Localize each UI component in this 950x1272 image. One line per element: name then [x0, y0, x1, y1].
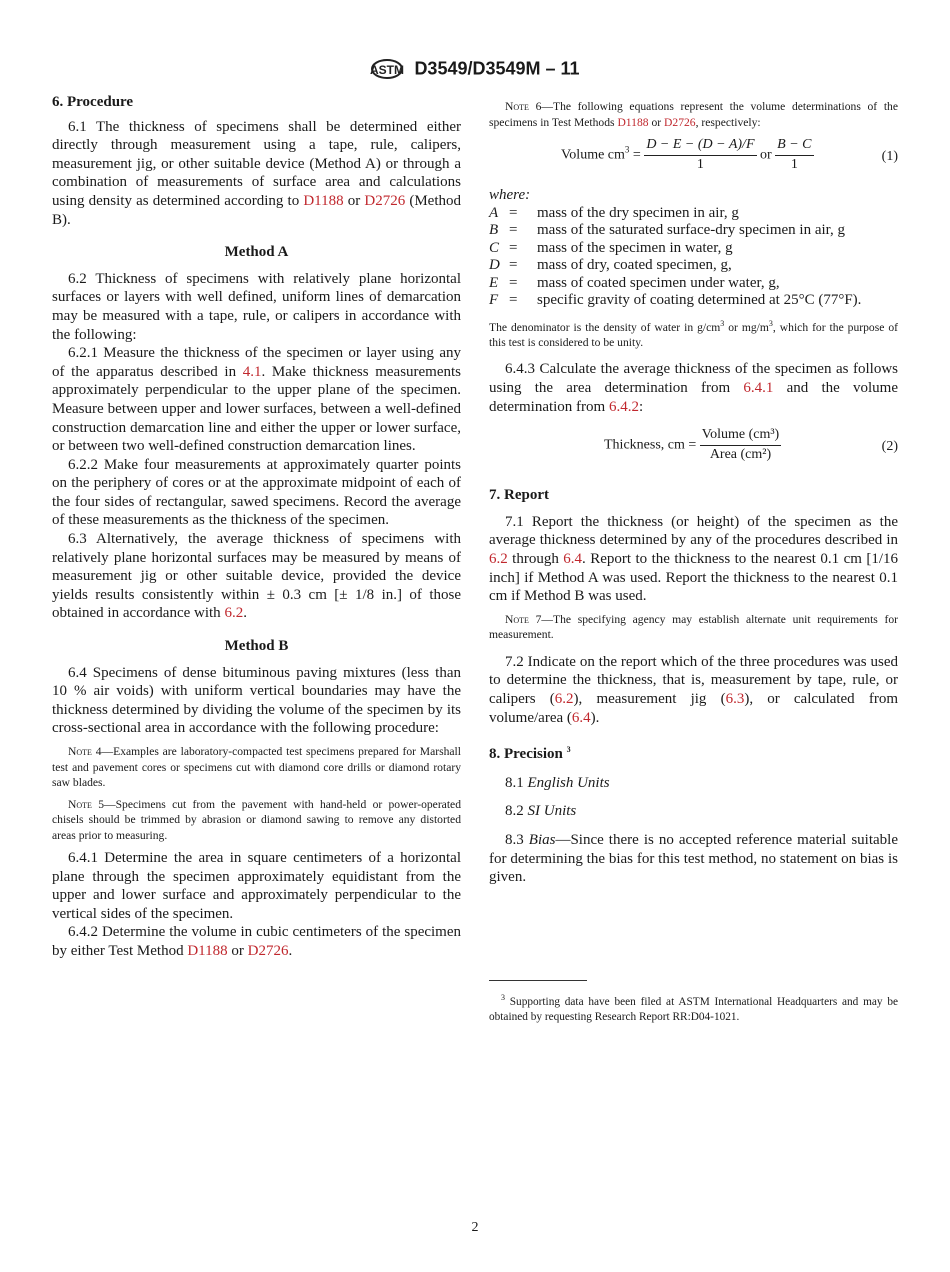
paragraph	[52, 344, 461, 456]
variable-symbol: A	[489, 204, 499, 221]
text-run: , respectively:	[695, 115, 761, 129]
text-run: 6.4.2 Determine the volume in cubic centimeters of the specimen by either Test Method	[52, 924, 461, 959]
text-run: 8. Precision	[489, 746, 567, 763]
section-heading	[489, 486, 898, 505]
equation-1	[489, 136, 898, 180]
note-label: Note	[68, 797, 92, 811]
text-run: 6.4 Specimens of dense bituminous paving mixtures (less than 10 % air voids) with uniform vertical boundaries may have the thickness determined by dividing the volume of the specimen by its cross-sectional area in accordance with the following procedure:	[52, 664, 461, 737]
text-run: 8.1	[505, 774, 528, 791]
text-run: ), or calculated from volume/area (	[489, 690, 898, 726]
paragraph	[489, 774, 898, 793]
superscript: 3	[566, 745, 571, 755]
right-bottom-text	[489, 486, 898, 887]
note	[489, 316, 898, 351]
text-run: 7.2 Indicate on the report which of the three procedures was used to determine the thickness, that is, measurement by tape, rule, or calipers (	[489, 653, 898, 707]
text-run: or	[648, 115, 665, 129]
cross-reference-link[interactable]: 6.3	[725, 690, 745, 707]
cross-reference-link[interactable]: 6.4.1	[743, 380, 774, 397]
variable-definition	[489, 275, 898, 293]
eq2-lhs: Thickness, cm =	[604, 437, 700, 453]
equals-sign: =	[509, 204, 518, 221]
text-run: ), measurement jig (	[573, 690, 726, 707]
paragraph	[52, 530, 461, 623]
eq1-fraction-1	[644, 136, 756, 174]
paragraph	[52, 664, 461, 738]
note	[489, 612, 898, 643]
text-run: .	[288, 942, 293, 959]
cross-reference-link[interactable]: 6.2	[554, 690, 574, 707]
cross-reference-link[interactable]: D2726	[247, 942, 289, 959]
variable-description: mass of dry, coated specimen, g,	[537, 257, 732, 274]
eq1-fraction-2	[775, 136, 813, 174]
note-label: Note	[68, 745, 92, 758]
page-number: 2	[471, 1220, 479, 1235]
text-run: 6. Procedure	[52, 94, 134, 110]
variable-symbol: D	[489, 257, 500, 274]
section-heading	[52, 637, 461, 656]
paragraph	[489, 653, 898, 727]
eq2-numerator: Volume (cm³)	[700, 426, 781, 446]
astm-logo-icon	[370, 55, 404, 83]
paragraph	[52, 456, 461, 530]
text-run: . Make thickness measurements approximately perpendicular to the upper plane of the specimen. Measure between upper and lower surfaces, between a well-defined construction demarcation line and either the upper or lower surface, or between two well-defined construction demarcation lines.	[52, 363, 462, 455]
text-run: 6.4.1 Determine the area in square centimeters of a horizontal plane through the specimen approximately equidistant from the upper and lower surface and approximately perpendicular to the vertical sides of the specimen.	[52, 850, 461, 922]
variable-description: mass of the saturated surface-dry specimen in air, g	[537, 222, 846, 239]
text-run: .	[243, 605, 247, 622]
equals-sign: =	[509, 257, 518, 274]
cross-reference-link[interactable]: D1188	[187, 942, 228, 959]
section-heading	[52, 243, 461, 262]
cross-reference-link[interactable]: D2726	[664, 115, 696, 129]
text-run: Method B	[224, 638, 289, 655]
eq2-fraction	[700, 426, 781, 464]
where-label: where:	[489, 187, 531, 203]
paragraph	[52, 849, 461, 923]
cross-reference-link[interactable]: 6.2	[224, 605, 244, 622]
italic-term: SI Units	[527, 803, 577, 820]
section-heading	[489, 741, 898, 764]
eq1-denominator-1: 1	[696, 156, 704, 172]
text-run: 6.4.3 Calculate the average thickness of the specimen as follows using the area determination from	[489, 361, 898, 397]
paragraph	[52, 270, 461, 344]
note	[489, 99, 898, 130]
text-run: through	[507, 551, 564, 568]
superscript: 3	[720, 318, 725, 328]
variable-definition	[489, 292, 898, 310]
variable-description: mass of coated specimen under water, g,	[537, 274, 780, 291]
italic-term: English Units	[527, 774, 610, 791]
text-run: 6.2.1 Measure the thickness of the specimen or layer using any of the apparatus described in	[52, 345, 461, 380]
variable-description: mass of the dry specimen in air, g	[537, 204, 739, 221]
superscript: 3	[768, 318, 773, 328]
cross-reference-link[interactable]: D1188	[617, 115, 649, 129]
variable-definitions	[489, 205, 898, 310]
cross-reference-link[interactable]: 6.4	[563, 551, 583, 568]
left-column	[52, 93, 461, 961]
variable-symbol: E	[489, 274, 499, 291]
footnote-divider	[489, 980, 587, 981]
footnote-text: Supporting data have been filed at ASTM International Headquarters and may be obtained by requesting Research Report RR:D04-1021.	[489, 995, 898, 1023]
text-run: , which for the purpose of this test is considered to be unity.	[489, 320, 898, 349]
text-run: and the volume determination from	[489, 380, 898, 415]
text-run: ).	[590, 709, 600, 726]
variable-definition	[489, 257, 898, 275]
eq1-lhs: Volume cm	[561, 147, 625, 163]
equals-sign: =	[509, 292, 518, 309]
right-column	[489, 93, 898, 887]
text-run: :	[638, 398, 644, 415]
right-middle-text	[489, 316, 898, 417]
cross-reference-link[interactable]: 4.1	[242, 363, 262, 380]
variable-definition	[489, 222, 898, 240]
text-run: —Since there is no accepted reference material suitable for determining the bias for this test method, no statement on bias is given.	[489, 831, 898, 886]
note-label: Note	[505, 612, 529, 626]
variable-symbol: B	[489, 222, 499, 239]
variable-definition	[489, 240, 898, 258]
cross-reference-link[interactable]: 6.4.2	[608, 398, 639, 415]
paragraph	[489, 513, 898, 606]
text-run: 6.2.2 Make four measurements at approximately quarter points on the periphery of cores or at the approximate midpoint of each of the four sides of rectangular, sawed specimens. Record the average of these measurements as the thickness of the specimen.	[52, 456, 461, 529]
eq1-denominator-2: 1	[790, 156, 798, 172]
variable-description: specific gravity of coating determined at 25°C (77°F).	[537, 292, 862, 309]
text-run: 7. Report	[489, 487, 549, 504]
text-run: 6—The following equations represent the volume determinations of the specimens in Test Methods	[489, 100, 898, 129]
variable-symbol: C	[489, 239, 500, 256]
equals-sign: =	[509, 274, 518, 291]
footnote	[489, 990, 898, 1025]
cross-reference-link[interactable]: D1188	[303, 192, 344, 209]
text-run: The denominator is the density of water in g/cm	[489, 320, 721, 334]
text-run: 8.3	[505, 831, 529, 848]
eq1-or: or	[760, 147, 776, 163]
variable-definition	[489, 205, 898, 223]
eq1-numerator-2: B − C	[775, 136, 813, 156]
variable-symbol: F	[489, 292, 499, 309]
variable-description: mass of the specimen in water, g	[537, 239, 733, 256]
text-run: 6.3 Alternatively, the average thickness of specimens with relatively plane horizontal surfaces may be measured by means of measurement jig or other suitable device, provided the device yields results consistently within ± 0.3 cm [± 1/8 in.] of those obtained in accordance with	[52, 531, 461, 622]
equation-number-1: (1)	[881, 149, 898, 164]
text-run: . Report to the thickness to the nearest 0.1 cm [1/16 inch] if Method A was used. Report the thickness to the nearest 0.1 cm if Method B was used.	[489, 551, 898, 605]
text-run: or mg/m	[724, 320, 769, 334]
note-6	[489, 99, 898, 130]
eq1-equals: =	[629, 147, 645, 163]
equals-sign: =	[509, 239, 518, 256]
text-run: 7.1 Report the thickness (or height) of the specimen as the average thickness determined by any of the procedures described in	[489, 513, 898, 549]
text-run: 5—Specimens cut from the pavement with hand-held or power-operated chisels should be trimmed by abrasion or diamond sawing to remove any distorted areas prior to measuring.	[52, 797, 461, 842]
text-run: 7—The specifying agency may establish alternate unit requirements for measurement.	[489, 612, 898, 642]
footnote-mark: 3	[501, 993, 505, 1002]
cross-reference-link[interactable]: 6.4	[571, 709, 591, 726]
text-run: (Method B).	[52, 192, 461, 228]
text-run: 6.2 Thickness of specimens with relatively plane horizontal surfaces or layers with well defined, uniform lines of demarcation may be measured with a tape, rule, or calipers in accordance with the following:	[52, 270, 461, 343]
cross-reference-link[interactable]: D2726	[364, 192, 406, 209]
eq1-numerator-1: D − E − (D − A)/F	[644, 136, 756, 156]
text-run: 6.1 The thickness of specimens shall be determined either directly through measurement using a tape, rule, calipers, measurement jig, or other suitable device (Method A) or through a combination of measurements of surface area and calculations using density as determined according to	[52, 118, 461, 209]
text-run: or	[343, 192, 365, 209]
text-run: Method A	[224, 244, 289, 261]
cross-reference-link[interactable]: 6.2	[489, 551, 508, 568]
paragraph	[489, 360, 898, 416]
eq2-denominator: Area (cm²)	[709, 446, 772, 462]
eq1-lhs-sup: 3	[624, 144, 630, 155]
page-header	[0, 55, 950, 83]
text-run: 8.2	[505, 803, 528, 820]
equation-2	[489, 426, 898, 470]
paragraph	[489, 831, 898, 887]
svg-text:ASTM: ASTM	[370, 63, 405, 77]
note	[52, 797, 461, 844]
equals-sign: =	[509, 222, 518, 239]
paragraph	[52, 118, 461, 230]
text-run: or	[227, 942, 248, 959]
paragraph	[489, 802, 898, 821]
equation-number-2: (2)	[881, 439, 898, 455]
text-run: 4—Examples are laboratory-compacted test specimens prepared for Marshall test and pavement cores or specimens cut with diamond core drills or diamond rotary saw blades.	[52, 745, 461, 789]
paragraph	[52, 923, 461, 960]
italic-term: Bias	[528, 831, 556, 848]
section-heading	[52, 93, 461, 112]
note	[52, 744, 461, 791]
document-designation: D3549/D3549M – 11	[414, 58, 580, 79]
note-label: Note	[505, 100, 529, 113]
